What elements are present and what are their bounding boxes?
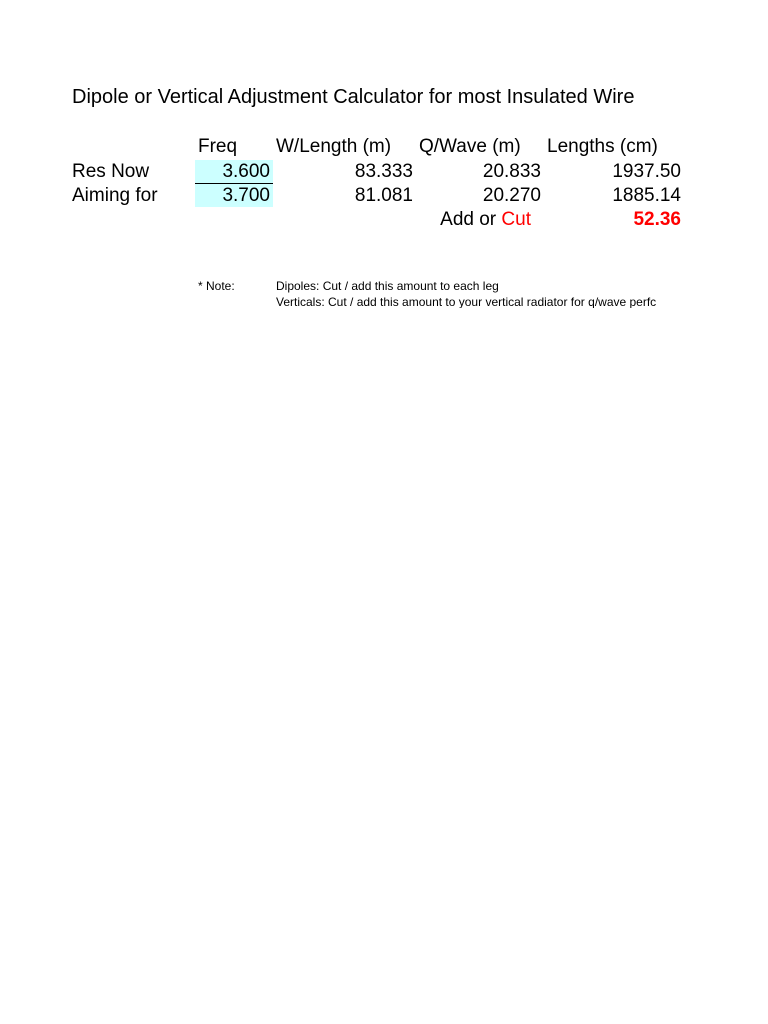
- wavelength-aiming-for: 81.081: [354, 185, 413, 206]
- lengths-aiming-for: 1885.14: [612, 185, 681, 206]
- header-quarter-wave: Q/Wave (m): [419, 136, 521, 157]
- result-value: 52.36: [633, 209, 681, 230]
- row-label-res-now: Res Now: [72, 161, 150, 182]
- result-prefix: Add or: [440, 209, 497, 230]
- freq-value-res-now: 3.600: [222, 161, 270, 182]
- freq-input-aiming-for[interactable]: [195, 184, 273, 207]
- result-label: [440, 210, 531, 229]
- row-label-aiming-for: Aiming for: [72, 185, 158, 206]
- header-wavelength: W/Length (m): [276, 136, 392, 157]
- freq-value-aiming-for: 3.700: [222, 185, 270, 206]
- note-label: * Note:: [198, 279, 235, 293]
- result-cut-word: Cut: [501, 209, 531, 230]
- lengths-res-now: 1937.50: [612, 161, 681, 182]
- note-line-dipoles: Dipoles: Cut / add this amount to each leg: [276, 279, 499, 293]
- header-freq: Freq: [198, 136, 238, 157]
- sheet-title: Dipole or Vertical Adjustment Calculator for most Insulated Wire: [72, 86, 635, 108]
- header-lengths: Lengths (cm): [547, 136, 658, 157]
- freq-input-res-now[interactable]: [195, 160, 273, 183]
- quarter-wave-res-now: 20.833: [482, 161, 541, 182]
- note-line-verticals: Verticals: Cut / add this amount to your vertical radiator for q/wave perfc: [276, 296, 657, 308]
- wavelength-res-now: 83.333: [354, 161, 413, 182]
- quarter-wave-aiming-for: 20.270: [482, 185, 541, 206]
